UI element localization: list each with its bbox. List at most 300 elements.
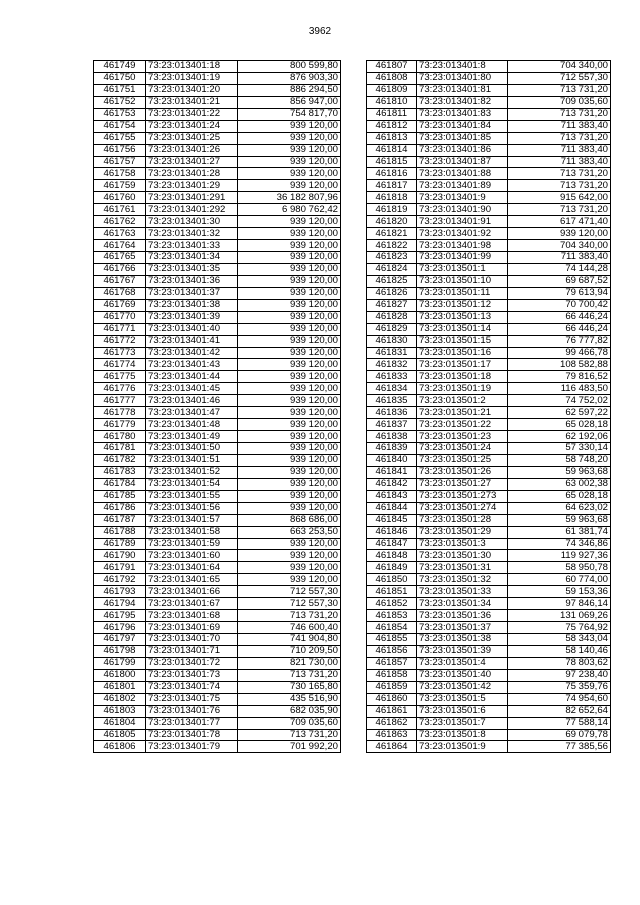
- record-number: 461778: [94, 407, 146, 419]
- cadastral-number: 73:23:013401:33: [146, 240, 238, 252]
- cadastral-value: 74 954,60: [508, 693, 611, 705]
- table-row: [367, 407, 611, 419]
- cadastral-value: 131 069,26: [508, 610, 611, 622]
- table-row: [367, 610, 611, 622]
- table-row: [94, 443, 341, 455]
- table-row: [94, 240, 341, 252]
- record-number: 461759: [94, 180, 146, 192]
- table-row: [367, 454, 611, 466]
- record-number: 461761: [94, 204, 146, 216]
- table-row: [367, 538, 611, 550]
- record-number: 461798: [94, 645, 146, 657]
- table-row: [94, 526, 341, 538]
- cadastral-number: 73:23:013401:58: [146, 526, 238, 538]
- record-number: 461813: [367, 132, 417, 144]
- cadastral-value: 876 903,30: [238, 72, 341, 84]
- record-number: 461841: [367, 466, 417, 478]
- cadastral-number: 73:23:013401:48: [146, 419, 238, 431]
- table-row: [94, 180, 341, 192]
- cadastral-number: 73:23:013501:5: [417, 693, 508, 705]
- record-number: 461786: [94, 502, 146, 514]
- cadastral-value: 939 120,00: [238, 132, 341, 144]
- record-number: 461820: [367, 216, 417, 228]
- cadastral-number: 73:23:013401:56: [146, 502, 238, 514]
- cadastral-value: 74 144,28: [508, 263, 611, 275]
- table-row: [94, 466, 341, 478]
- record-number: 461787: [94, 514, 146, 526]
- cadastral-value: 75 764,92: [508, 622, 611, 634]
- cadastral-number: 73:23:013401:39: [146, 311, 238, 323]
- record-number: 461830: [367, 335, 417, 347]
- cadastral-number: 73:23:013401:45: [146, 383, 238, 395]
- table-row: [367, 144, 611, 156]
- table-row: [367, 108, 611, 120]
- cadastral-value: 62 192,06: [508, 431, 611, 443]
- record-number: 461769: [94, 299, 146, 311]
- record-number: 461849: [367, 562, 417, 574]
- table-row: [367, 120, 611, 132]
- cadastral-value: 713 731,20: [508, 168, 611, 180]
- cadastral-number: 73:23:013401:35: [146, 263, 238, 275]
- record-number: 461809: [367, 84, 417, 96]
- page-number: 3962: [308, 26, 332, 37]
- record-number: 461800: [94, 669, 146, 681]
- record-number: 461857: [367, 657, 417, 669]
- cadastral-value: 64 623,02: [508, 502, 611, 514]
- cadastral-number: 73:23:013501:28: [417, 514, 508, 526]
- cadastral-value: 939 120,00: [238, 252, 341, 264]
- table-row: [367, 347, 611, 359]
- cadastral-number: 73:23:013501:18: [417, 371, 508, 383]
- table-row: [367, 514, 611, 526]
- record-number: 461749: [94, 61, 146, 73]
- table-row: [94, 108, 341, 120]
- record-number: 461822: [367, 240, 417, 252]
- record-number: 461844: [367, 502, 417, 514]
- table-row: [94, 729, 341, 741]
- record-number: 461799: [94, 657, 146, 669]
- cadastral-number: 73:23:013501:40: [417, 669, 508, 681]
- registry-table-right: [366, 60, 611, 753]
- cadastral-value: 939 120,00: [238, 120, 341, 132]
- cadastral-value: 939 120,00: [238, 168, 341, 180]
- cadastral-number: 73:23:013401:89: [417, 180, 508, 192]
- table-row: [94, 454, 341, 466]
- cadastral-value: 821 730,00: [238, 657, 341, 669]
- table-row: [367, 622, 611, 634]
- table-row: [94, 634, 341, 646]
- cadastral-value: 116 483,50: [508, 383, 611, 395]
- table-row: [94, 478, 341, 490]
- cadastral-value: 939 120,00: [238, 144, 341, 156]
- cadastral-value: 939 120,00: [238, 156, 341, 168]
- cadastral-value: 939 120,00: [238, 263, 341, 275]
- cadastral-value: 939 120,00: [238, 180, 341, 192]
- cadastral-value: 939 120,00: [238, 502, 341, 514]
- cadastral-number: 73:23:013501:3: [417, 538, 508, 550]
- cadastral-value: 69 079,78: [508, 729, 611, 741]
- table-row: [367, 204, 611, 216]
- record-number: 461851: [367, 586, 417, 598]
- cadastral-value: 76 777,82: [508, 335, 611, 347]
- table-row: [367, 72, 611, 84]
- record-number: 461804: [94, 717, 146, 729]
- cadastral-number: 73:23:013401:37: [146, 287, 238, 299]
- record-number: 461765: [94, 252, 146, 264]
- cadastral-number: 73:23:013401:22: [146, 108, 238, 120]
- cadastral-number: 73:23:013401:55: [146, 490, 238, 502]
- table-row: [367, 574, 611, 586]
- cadastral-value: 712 557,30: [238, 586, 341, 598]
- cadastral-number: 73:23:013501:9: [417, 741, 508, 753]
- table-row: [94, 431, 341, 443]
- record-number: 461777: [94, 395, 146, 407]
- record-number: 461819: [367, 204, 417, 216]
- record-number: 461856: [367, 645, 417, 657]
- cadastral-value: 58 140,46: [508, 645, 611, 657]
- table-row: [94, 574, 341, 586]
- cadastral-number: 73:23:013401:54: [146, 478, 238, 490]
- table-row: [367, 96, 611, 108]
- record-number: 461784: [94, 478, 146, 490]
- record-number: 461818: [367, 192, 417, 204]
- record-number: 461751: [94, 84, 146, 96]
- cadastral-value: 58 343,04: [508, 634, 611, 646]
- cadastral-value: 77 385,56: [508, 741, 611, 753]
- table-row: [367, 729, 611, 741]
- cadastral-value: 711 383,40: [508, 252, 611, 264]
- record-number: 461753: [94, 108, 146, 120]
- cadastral-value: 66 446,24: [508, 323, 611, 335]
- record-number: 461817: [367, 180, 417, 192]
- cadastral-number: 73:23:013501:33: [417, 586, 508, 598]
- cadastral-value: 939 120,00: [238, 311, 341, 323]
- record-number: 461780: [94, 431, 146, 443]
- cadastral-value: 59 153,36: [508, 586, 611, 598]
- table-row: [367, 287, 611, 299]
- table-row: [367, 371, 611, 383]
- cadastral-value: 74 752,02: [508, 395, 611, 407]
- record-number: 461793: [94, 586, 146, 598]
- record-number: 461862: [367, 717, 417, 729]
- cadastral-number: 73:23:013401:20: [146, 84, 238, 96]
- cadastral-value: 713 731,20: [508, 132, 611, 144]
- cadastral-value: 65 028,18: [508, 419, 611, 431]
- record-number: 461762: [94, 216, 146, 228]
- table-row: [367, 502, 611, 514]
- record-number: 461775: [94, 371, 146, 383]
- cadastral-value: 939 120,00: [238, 287, 341, 299]
- record-number: 461850: [367, 574, 417, 586]
- cadastral-value: 939 120,00: [238, 454, 341, 466]
- cadastral-value: 939 120,00: [238, 371, 341, 383]
- record-number: 461823: [367, 252, 417, 264]
- record-number: 461852: [367, 598, 417, 610]
- table-row: [367, 586, 611, 598]
- cadastral-number: 73:23:013401:38: [146, 299, 238, 311]
- table-row: [94, 84, 341, 96]
- cadastral-value: 800 599,80: [238, 61, 341, 73]
- record-number: 461837: [367, 419, 417, 431]
- cadastral-number: 73:23:013401:50: [146, 443, 238, 455]
- table-row: [94, 120, 341, 132]
- cadastral-value: 58 748,20: [508, 454, 611, 466]
- cadastral-number: 73:23:013501:10: [417, 275, 508, 287]
- cadastral-value: 711 383,40: [508, 120, 611, 132]
- record-number: 461825: [367, 275, 417, 287]
- table-row: [94, 419, 341, 431]
- table-row: [94, 371, 341, 383]
- cadastral-number: 73:23:013501:7: [417, 717, 508, 729]
- cadastral-value: 711 383,40: [508, 144, 611, 156]
- cadastral-value: 939 120,00: [238, 490, 341, 502]
- table-row: [94, 586, 341, 598]
- cadastral-value: 713 731,20: [238, 729, 341, 741]
- cadastral-value: 66 446,24: [508, 311, 611, 323]
- record-number: 461803: [94, 705, 146, 717]
- cadastral-value: 939 120,00: [238, 323, 341, 335]
- record-number: 461788: [94, 526, 146, 538]
- table-row: [94, 645, 341, 657]
- cadastral-number: 73:23:013401:29: [146, 180, 238, 192]
- cadastral-number: 73:23:013501:30: [417, 550, 508, 562]
- record-number: 461848: [367, 550, 417, 562]
- cadastral-value: 939 120,00: [238, 359, 341, 371]
- table-row: [367, 395, 611, 407]
- cadastral-number: 73:23:013401:66: [146, 586, 238, 598]
- table-row: [94, 311, 341, 323]
- table-row: [367, 192, 611, 204]
- record-number: 461843: [367, 490, 417, 502]
- table-row: [94, 144, 341, 156]
- cadastral-number: 73:23:013401:81: [417, 84, 508, 96]
- cadastral-value: 701 992,20: [238, 741, 341, 753]
- cadastral-value: 712 557,30: [508, 72, 611, 84]
- cadastral-value: 746 600,40: [238, 622, 341, 634]
- cadastral-number: 73:23:013401:72: [146, 657, 238, 669]
- cadastral-number: 73:23:013401:36: [146, 275, 238, 287]
- cadastral-number: 73:23:013401:88: [417, 168, 508, 180]
- cadastral-number: 73:23:013401:85: [417, 132, 508, 144]
- cadastral-value: 713 731,20: [238, 610, 341, 622]
- table-row: [94, 514, 341, 526]
- table-row: [367, 323, 611, 335]
- cadastral-value: 704 340,00: [508, 61, 611, 73]
- cadastral-number: 73:23:013401:79: [146, 741, 238, 753]
- cadastral-value: 79 613,94: [508, 287, 611, 299]
- cadastral-number: 73:23:013401:41: [146, 335, 238, 347]
- cadastral-number: 73:23:013501:29: [417, 526, 508, 538]
- cadastral-value: 712 557,30: [238, 598, 341, 610]
- record-number: 461801: [94, 681, 146, 693]
- record-number: 461789: [94, 538, 146, 550]
- record-number: 461842: [367, 478, 417, 490]
- record-number: 461846: [367, 526, 417, 538]
- table-row: [94, 562, 341, 574]
- record-number: 461768: [94, 287, 146, 299]
- record-number: 461750: [94, 72, 146, 84]
- record-number: 461834: [367, 383, 417, 395]
- cadastral-value: 70 700,42: [508, 299, 611, 311]
- table-row: [94, 132, 341, 144]
- cadastral-value: 939 120,00: [238, 550, 341, 562]
- cadastral-number: 73:23:013501:2: [417, 395, 508, 407]
- cadastral-number: 73:23:013401:59: [146, 538, 238, 550]
- table-row: [367, 84, 611, 96]
- record-number: 461782: [94, 454, 146, 466]
- record-number: 461861: [367, 705, 417, 717]
- record-number: 461774: [94, 359, 146, 371]
- cadastral-value: 617 471,40: [508, 216, 611, 228]
- record-number: 461811: [367, 108, 417, 120]
- record-number: 461839: [367, 443, 417, 455]
- table-row: [367, 240, 611, 252]
- table-row: [94, 299, 341, 311]
- cadastral-value: 939 120,00: [238, 407, 341, 419]
- table-row: [367, 252, 611, 264]
- cadastral-value: 713 731,20: [508, 180, 611, 192]
- record-number: 461776: [94, 383, 146, 395]
- cadastral-number: 73:23:013501:37: [417, 622, 508, 634]
- cadastral-value: 61 381,74: [508, 526, 611, 538]
- record-number: 461760: [94, 192, 146, 204]
- cadastral-number: 73:23:013401:82: [417, 96, 508, 108]
- table-row: [367, 311, 611, 323]
- record-number: 461832: [367, 359, 417, 371]
- cadastral-number: 73:23:013401:30: [146, 216, 238, 228]
- record-number: 461858: [367, 669, 417, 681]
- table-row: [94, 168, 341, 180]
- cadastral-number: 73:23:013501:8: [417, 729, 508, 741]
- cadastral-number: 73:23:013401:24: [146, 120, 238, 132]
- cadastral-number: 73:23:013501:27: [417, 478, 508, 490]
- record-number: 461833: [367, 371, 417, 383]
- record-number: 461859: [367, 681, 417, 693]
- table-row: [367, 228, 611, 240]
- table-row: [367, 263, 611, 275]
- cadastral-number: 73:23:013401:98: [417, 240, 508, 252]
- cadastral-number: 73:23:013501:15: [417, 335, 508, 347]
- cadastral-value: 65 028,18: [508, 490, 611, 502]
- record-number: 461806: [94, 741, 146, 753]
- record-number: 461864: [367, 741, 417, 753]
- cadastral-number: 73:23:013501:23: [417, 431, 508, 443]
- cadastral-number: 73:23:013501:38: [417, 634, 508, 646]
- cadastral-value: 63 002,38: [508, 478, 611, 490]
- cadastral-value: 62 597,22: [508, 407, 611, 419]
- cadastral-number: 73:23:013501:12: [417, 299, 508, 311]
- cadastral-number: 73:23:013501:21: [417, 407, 508, 419]
- cadastral-number: 73:23:013501:26: [417, 466, 508, 478]
- cadastral-value: 99 466,78: [508, 347, 611, 359]
- cadastral-value: 939 120,00: [238, 562, 341, 574]
- cadastral-value: 57 330,14: [508, 443, 611, 455]
- table-row: [94, 359, 341, 371]
- table-row: [94, 705, 341, 717]
- cadastral-number: 73:23:013401:26: [146, 144, 238, 156]
- cadastral-value: 713 731,20: [508, 204, 611, 216]
- table-row: [94, 287, 341, 299]
- cadastral-number: 73:23:013401:65: [146, 574, 238, 586]
- cadastral-value: 78 803,62: [508, 657, 611, 669]
- record-number: 461815: [367, 156, 417, 168]
- cadastral-number: 73:23:013501:14: [417, 323, 508, 335]
- cadastral-number: 73:23:013401:74: [146, 681, 238, 693]
- table-row: [94, 657, 341, 669]
- cadastral-number: 73:23:013501:6: [417, 705, 508, 717]
- cadastral-value: 939 120,00: [238, 443, 341, 455]
- cadastral-value: 939 120,00: [238, 466, 341, 478]
- cadastral-number: 73:23:013401:52: [146, 466, 238, 478]
- record-number: 461757: [94, 156, 146, 168]
- cadastral-value: 74 346,86: [508, 538, 611, 550]
- table-row: [367, 693, 611, 705]
- record-number: 461855: [367, 634, 417, 646]
- cadastral-number: 73:23:013401:25: [146, 132, 238, 144]
- table-row: [94, 741, 341, 753]
- cadastral-number: 73:23:013501:31: [417, 562, 508, 574]
- table-row: [94, 192, 341, 204]
- cadastral-number: 73:23:013401:18: [146, 61, 238, 73]
- table-row: [94, 61, 341, 73]
- record-number: 461821: [367, 228, 417, 240]
- cadastral-value: 939 120,00: [238, 538, 341, 550]
- record-number: 461783: [94, 466, 146, 478]
- cadastral-value: 663 253,50: [238, 526, 341, 538]
- record-number: 461845: [367, 514, 417, 526]
- cadastral-number: 73:23:013401:64: [146, 562, 238, 574]
- record-number: 461771: [94, 323, 146, 335]
- table-row: [94, 490, 341, 502]
- cadastral-number: 73:23:013401:60: [146, 550, 238, 562]
- cadastral-value: 856 947,00: [238, 96, 341, 108]
- record-number: 461791: [94, 562, 146, 574]
- cadastral-value: 59 963,68: [508, 466, 611, 478]
- table-row: [367, 681, 611, 693]
- cadastral-value: 713 731,20: [508, 84, 611, 96]
- cadastral-number: 73:23:013401:32: [146, 228, 238, 240]
- cadastral-number: 73:23:013501:274: [417, 502, 508, 514]
- cadastral-number: 73:23:013401:57: [146, 514, 238, 526]
- cadastral-number: 73:23:013401:92: [417, 228, 508, 240]
- record-number: 461810: [367, 96, 417, 108]
- table-row: [367, 275, 611, 287]
- cadastral-value: 886 294,50: [238, 84, 341, 96]
- cadastral-value: 709 035,60: [238, 717, 341, 729]
- table-row: [367, 216, 611, 228]
- record-number: 461860: [367, 693, 417, 705]
- cadastral-value: 939 120,00: [238, 228, 341, 240]
- record-number: 461847: [367, 538, 417, 550]
- cadastral-value: 939 120,00: [238, 419, 341, 431]
- table-row: [367, 431, 611, 443]
- cadastral-value: 682 035,90: [238, 705, 341, 717]
- record-number: 461797: [94, 634, 146, 646]
- cadastral-number: 73:23:013401:87: [417, 156, 508, 168]
- table-row: [367, 705, 611, 717]
- table-row: [367, 180, 611, 192]
- cadastral-value: 730 165,80: [238, 681, 341, 693]
- table-row: [367, 634, 611, 646]
- record-number: 461772: [94, 335, 146, 347]
- cadastral-value: 77 588,14: [508, 717, 611, 729]
- cadastral-number: 73:23:013401:8: [417, 61, 508, 73]
- cadastral-number: 73:23:013401:46: [146, 395, 238, 407]
- record-number: 461805: [94, 729, 146, 741]
- cadastral-number: 73:23:013401:43: [146, 359, 238, 371]
- cadastral-number: 73:23:013501:273: [417, 490, 508, 502]
- record-number: 461763: [94, 228, 146, 240]
